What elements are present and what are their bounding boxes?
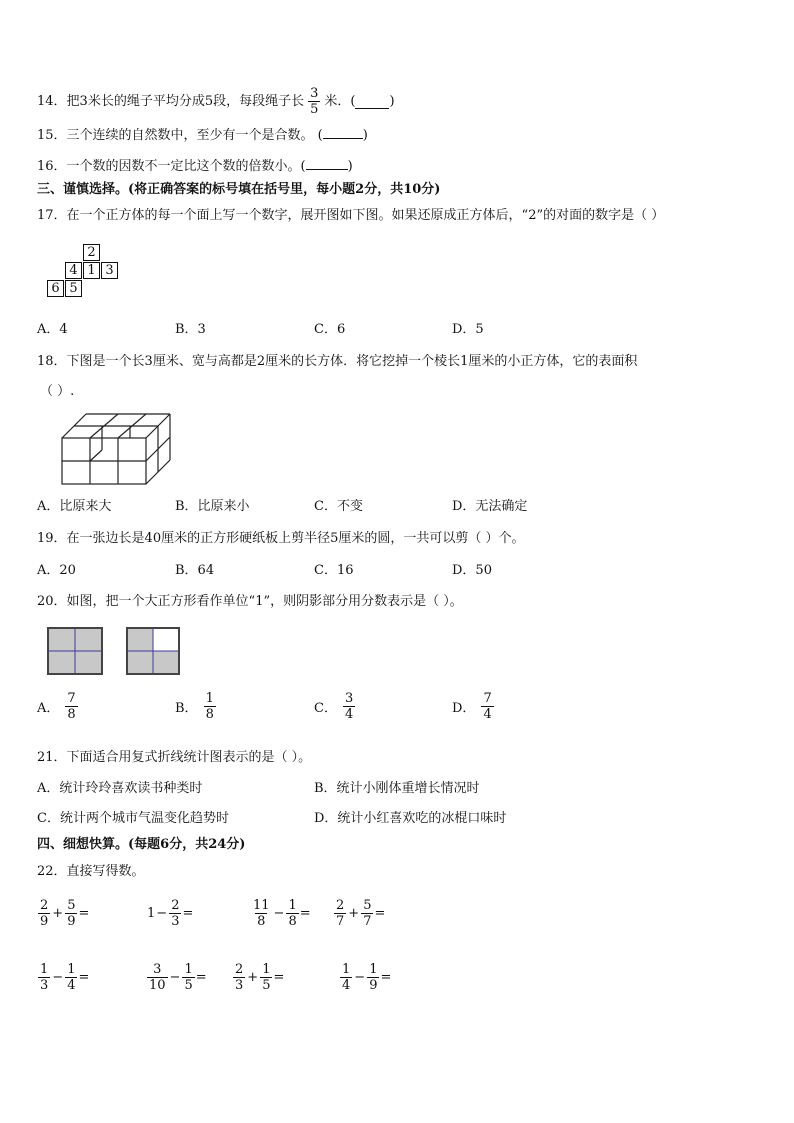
question-15 bbox=[37, 125, 368, 144]
numerator: 7 bbox=[483, 691, 492, 706]
equals-sign: = bbox=[182, 906, 194, 921]
numerator: 2 bbox=[235, 962, 244, 977]
option-c[interactable] bbox=[314, 691, 356, 722]
fraction bbox=[343, 691, 355, 722]
denominator: 9 bbox=[67, 914, 76, 929]
close-paren: ) bbox=[389, 93, 395, 109]
option-d[interactable] bbox=[452, 691, 495, 722]
option-a[interactable]: A．4 bbox=[37, 322, 68, 337]
equals-sign: = bbox=[273, 970, 285, 985]
answer-blank[interactable] bbox=[355, 95, 389, 109]
fraction bbox=[361, 898, 373, 929]
denominator: 8 bbox=[257, 914, 266, 929]
calc-expression bbox=[37, 962, 89, 993]
numerator: 5 bbox=[67, 898, 76, 913]
equals-sign: = bbox=[78, 906, 90, 921]
denominator: 8 bbox=[205, 707, 214, 722]
operator: − bbox=[354, 970, 366, 985]
question-20-text: 20．如图，把一个大正方形看作单位“1”，则阴影部分用分数表示是（ ）。 bbox=[37, 594, 463, 609]
numerator: 1 bbox=[67, 962, 76, 977]
denominator: 7 bbox=[336, 914, 345, 929]
fraction bbox=[65, 691, 77, 722]
denominator: 5 bbox=[184, 978, 193, 993]
answer-blank[interactable] bbox=[323, 125, 363, 139]
denominator: 3 bbox=[40, 978, 49, 993]
question-14 bbox=[37, 86, 395, 117]
denominator: 4 bbox=[67, 978, 76, 993]
numerator: 1 bbox=[369, 962, 378, 977]
square-diagram-full bbox=[47, 627, 103, 675]
fraction bbox=[65, 898, 77, 929]
numerator: 1 bbox=[262, 962, 271, 977]
section-3-heading: 三、谨慎选择。(将正确答案的标号填在括号里，每小题2分，共10分) bbox=[37, 182, 441, 197]
option-d[interactable]: D．无法确定 bbox=[452, 499, 528, 514]
denominator: 10 bbox=[149, 978, 166, 993]
fraction bbox=[169, 898, 181, 929]
fraction bbox=[334, 898, 346, 929]
option-c[interactable]: C．统计两个城市气温变化趋势时 bbox=[37, 811, 229, 826]
question-15-text: 15．三个连续的自然数中，至少有一个是合数。 ( bbox=[37, 128, 323, 143]
fraction bbox=[481, 691, 493, 722]
numerator: 1 bbox=[288, 898, 297, 913]
question-18-text: 18．下图是一个长3厘米、宽与高都是2厘米的长方体．将它挖掉一个棱长1厘米的小正方体，它的表面积 bbox=[37, 354, 638, 369]
calc-expression bbox=[147, 898, 193, 929]
fraction bbox=[233, 962, 245, 993]
option-a[interactable]: A．统计玲玲喜欢读书种类时 bbox=[37, 781, 203, 796]
question-14-suffix: 米．( bbox=[324, 93, 356, 109]
numerator: 2 bbox=[171, 898, 180, 913]
fraction bbox=[182, 962, 194, 993]
denominator: 5 bbox=[262, 978, 271, 993]
numerator: 7 bbox=[67, 691, 76, 706]
numerator: 5 bbox=[363, 898, 372, 913]
option-c[interactable]: C．不变 bbox=[314, 499, 363, 514]
option-label: C． bbox=[314, 701, 337, 716]
option-b[interactable]: B．64 bbox=[175, 563, 215, 578]
numerator: 2 bbox=[40, 898, 49, 913]
fraction bbox=[38, 962, 50, 993]
numerator: 3 bbox=[310, 86, 319, 101]
fraction bbox=[260, 962, 272, 993]
denominator: 4 bbox=[344, 707, 354, 722]
net-face: 2 bbox=[83, 244, 100, 261]
operator: − bbox=[156, 906, 168, 921]
net-face: 3 bbox=[101, 262, 118, 279]
fraction bbox=[204, 691, 216, 722]
option-a[interactable]: A．20 bbox=[37, 563, 76, 578]
numerator: 1 bbox=[342, 962, 351, 977]
fraction bbox=[308, 86, 320, 117]
close-paren: ) bbox=[347, 159, 353, 174]
cube-net-figure bbox=[45, 244, 125, 300]
operator: − bbox=[52, 970, 64, 985]
close-paren: ) bbox=[362, 128, 368, 143]
equals-sign: = bbox=[195, 970, 207, 985]
equals-sign: = bbox=[78, 970, 90, 985]
calc-expression bbox=[37, 898, 89, 929]
option-label: B． bbox=[175, 701, 198, 716]
fraction bbox=[367, 962, 379, 993]
fraction bbox=[147, 962, 168, 993]
operator: − bbox=[169, 970, 181, 985]
net-face: 1 bbox=[83, 262, 100, 279]
question-18-answer-paren: （ ）. bbox=[40, 384, 75, 399]
question-17-text: 17．在一个正方体的每一个面上写一个数字，展开图如下图。如果还原成正方体后，“2”的对面的数字是（ ） bbox=[37, 208, 665, 223]
operator: − bbox=[273, 906, 285, 921]
answer-blank[interactable] bbox=[306, 156, 348, 170]
square-diagram-partial bbox=[126, 627, 180, 675]
option-label: A． bbox=[37, 701, 60, 716]
question-19-text: 19．在一张边长是40厘米的正方形硬纸板上剪半径5厘米的圆，一共可以剪（ ）个。 bbox=[37, 531, 525, 546]
option-label: D． bbox=[452, 701, 476, 716]
question-21-text: 21．下面适合用复式折线统计图表示的是（ ）。 bbox=[37, 750, 312, 765]
net-face: 6 bbox=[47, 280, 64, 297]
numerator: 11 bbox=[253, 898, 270, 913]
denominator: 9 bbox=[369, 978, 378, 993]
option-b[interactable]: B．比原来小 bbox=[175, 499, 250, 514]
numerator: 1 bbox=[184, 962, 193, 977]
option-d[interactable]: D．5 bbox=[452, 322, 484, 337]
option-c[interactable]: C．16 bbox=[314, 563, 354, 578]
net-face: 4 bbox=[65, 262, 82, 279]
option-c[interactable]: C．6 bbox=[314, 322, 346, 337]
numerator: 1 bbox=[205, 691, 214, 706]
denominator: 8 bbox=[288, 914, 297, 929]
option-d[interactable]: D．50 bbox=[452, 563, 492, 578]
equals-sign: = bbox=[299, 906, 311, 921]
denominator: 7 bbox=[363, 914, 372, 929]
denominator: 4 bbox=[483, 707, 492, 722]
denominator: 3 bbox=[235, 978, 244, 993]
option-b[interactable]: B．3 bbox=[175, 322, 206, 337]
question-16 bbox=[37, 156, 353, 175]
operator: + bbox=[348, 906, 360, 921]
numerator: 2 bbox=[336, 898, 345, 913]
option-b[interactable]: B．统计小刚体重增长情况时 bbox=[314, 781, 480, 796]
net-face: 5 bbox=[65, 280, 82, 297]
fraction bbox=[340, 962, 352, 993]
denominator: 8 bbox=[67, 707, 76, 722]
calc-expression bbox=[146, 962, 207, 993]
section-4-heading: 四、细想快算。(每题6分，共24分) bbox=[37, 837, 246, 852]
calc-expression bbox=[339, 962, 391, 993]
cuboid-figure bbox=[58, 410, 174, 486]
operator: + bbox=[52, 906, 64, 921]
option-a[interactable] bbox=[37, 691, 79, 722]
fraction bbox=[251, 898, 272, 929]
question-22-text: 22．直接写得数。 bbox=[37, 864, 145, 879]
option-a[interactable]: A．比原来大 bbox=[37, 499, 112, 514]
calc-expression bbox=[250, 898, 311, 929]
numerator: 3 bbox=[153, 962, 162, 977]
denominator: 4 bbox=[342, 978, 351, 993]
equals-sign: = bbox=[380, 970, 392, 985]
calc-expression bbox=[232, 962, 284, 993]
numerator: 1 bbox=[40, 962, 49, 977]
calc-expression bbox=[333, 898, 385, 929]
option-b[interactable] bbox=[175, 691, 217, 722]
question-16-text: 16．一个数的因数不一定比这个数的倍数小。( bbox=[37, 159, 306, 174]
question-14-text: 14．把3米长的绳子平均分成5段，每段绳子长 bbox=[37, 93, 305, 109]
denominator: 3 bbox=[171, 914, 180, 929]
whole-number: 1 bbox=[147, 906, 156, 921]
numerator: 3 bbox=[344, 691, 354, 706]
fraction bbox=[65, 962, 77, 993]
denominator: 5 bbox=[310, 102, 319, 117]
equals-sign: = bbox=[374, 906, 386, 921]
fraction bbox=[286, 898, 298, 929]
fraction bbox=[38, 898, 50, 929]
option-d[interactable]: D．统计小红喜欢吃的冰棍口味时 bbox=[314, 811, 507, 826]
denominator: 9 bbox=[40, 914, 49, 929]
operator: + bbox=[247, 970, 259, 985]
